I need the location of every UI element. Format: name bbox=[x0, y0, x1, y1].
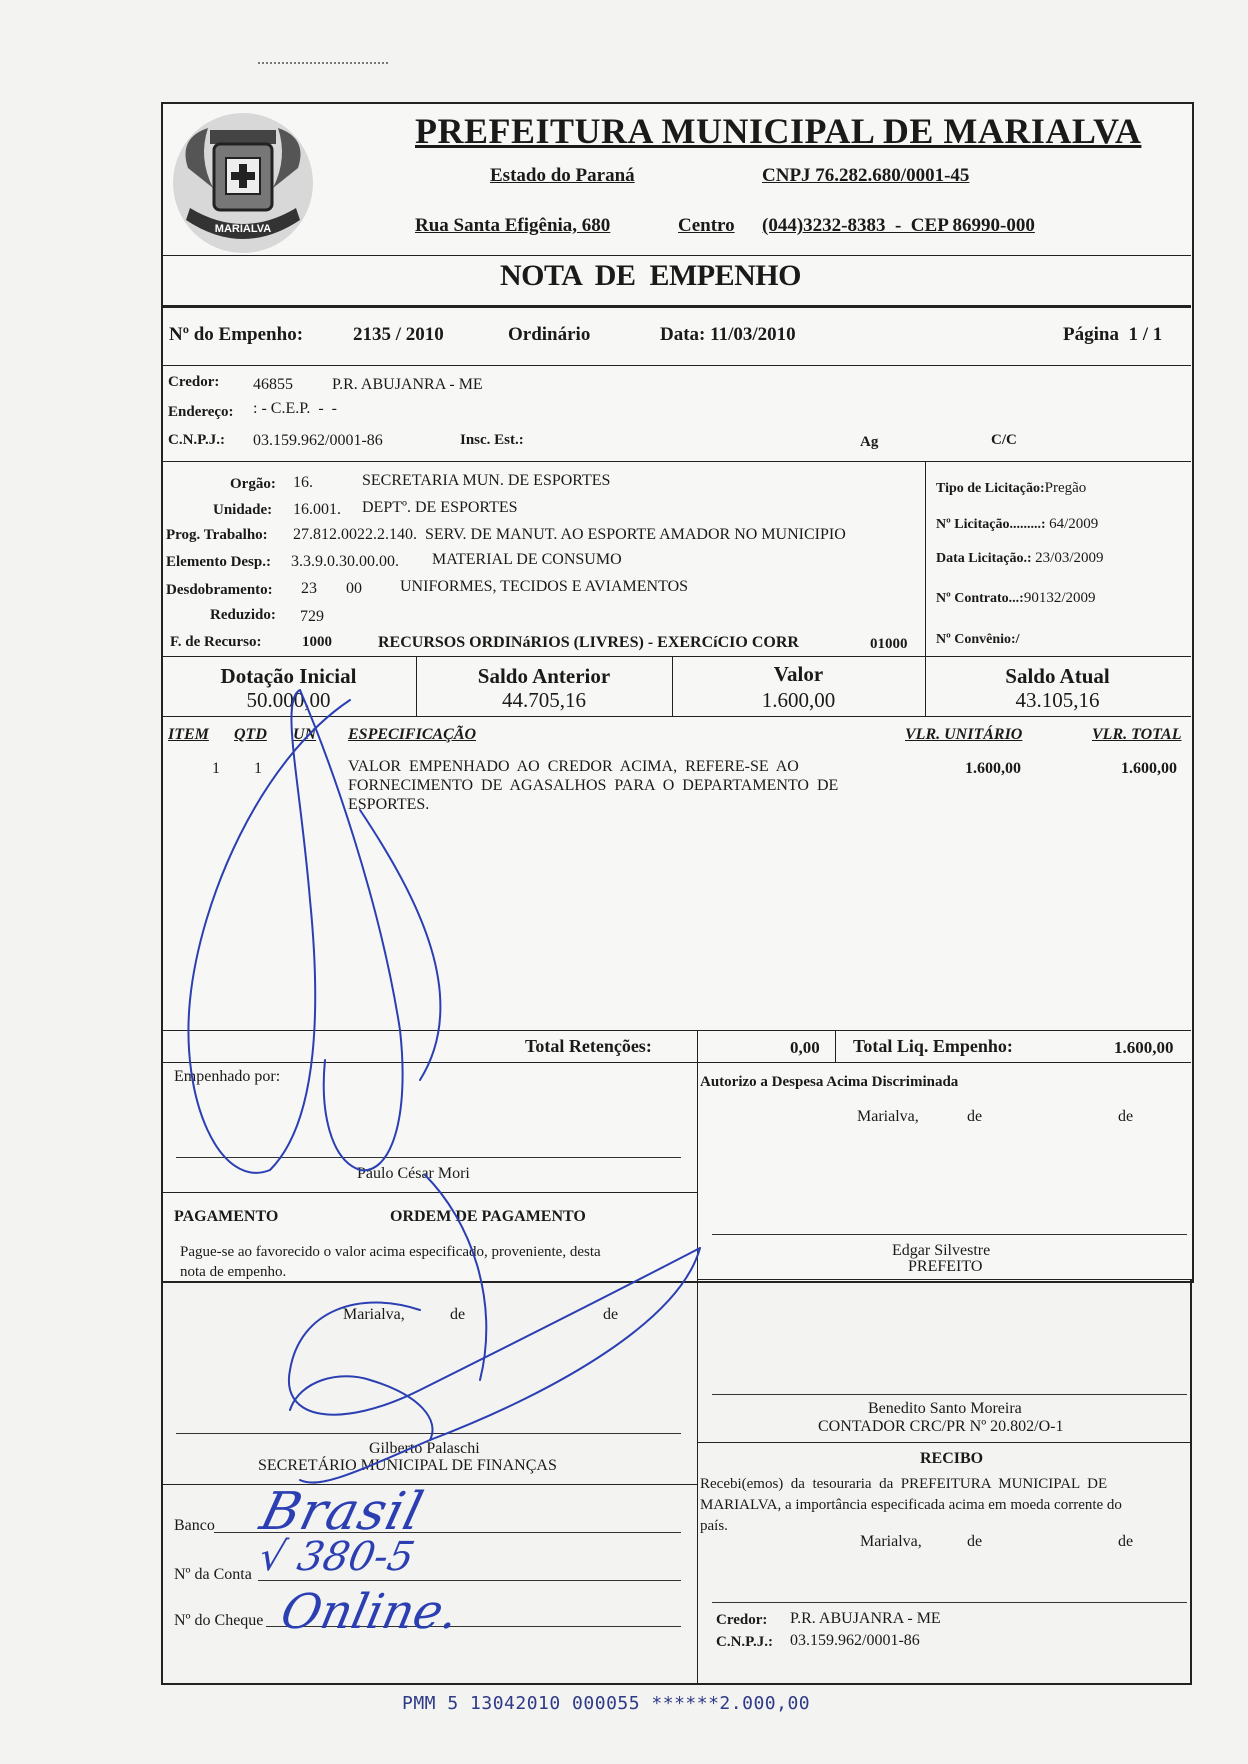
header-title: PREFEITURA MUNICIPAL DE MARIALVA bbox=[415, 111, 1142, 151]
header-cnpj: CNPJ 76.282.680/0001-45 bbox=[762, 165, 970, 186]
elemento-code: 3.3.9.0.30.00.00. bbox=[291, 553, 399, 570]
handwritten-banco: Brasil bbox=[254, 1482, 430, 1542]
divider bbox=[161, 1030, 1191, 1031]
total-liq-label: Total Liq. Empenho: bbox=[853, 1036, 1013, 1056]
header-state: Estado do Paraná bbox=[490, 165, 635, 186]
endereco-value: : - C.E.P. - - bbox=[253, 400, 337, 417]
cnpj-label: C.N.P.J.: bbox=[168, 432, 225, 448]
pagamento-city: Marialva, bbox=[343, 1306, 405, 1323]
prog-label: Prog. Trabalho: bbox=[166, 527, 268, 543]
conta-label: Nº da Conta bbox=[174, 1566, 252, 1583]
recurso-value: RECURSOS ORDINáRIOS (LIVRES) - EXERCíCIO CORR bbox=[378, 634, 799, 651]
signature-line bbox=[712, 1394, 1187, 1395]
autorizo-de1: de bbox=[967, 1108, 983, 1125]
empenho-label: Nº do Empenho: bbox=[169, 324, 304, 345]
pagamento-de2: de bbox=[603, 1306, 619, 1323]
reduzido-value: 729 bbox=[300, 608, 324, 625]
divider bbox=[697, 1279, 1190, 1280]
recibo-de2: de bbox=[1118, 1533, 1134, 1550]
item-spec-line1: VALOR EMPENHADO AO CREDOR ACIMA, REFERE-SE AO bbox=[348, 758, 799, 775]
header-district: Centro bbox=[678, 215, 735, 236]
retencoes-label: Total Retenções: bbox=[525, 1036, 652, 1056]
recibo-city: Marialva, bbox=[860, 1533, 922, 1550]
col-vlr-total: VLR. TOTAL bbox=[1092, 726, 1182, 743]
secretario-role: SECRETÁRIO MUNICIPAL DE FINANÇAS bbox=[258, 1457, 557, 1474]
empenho-number: 2135 / 2010 bbox=[353, 324, 444, 345]
divider bbox=[697, 1062, 698, 1279]
unidade-value: DEPTº. DE ESPORTES bbox=[362, 499, 518, 516]
valor-label: Valor bbox=[773, 662, 824, 686]
divider bbox=[835, 1030, 836, 1062]
unidade-code: 16.001. bbox=[293, 501, 341, 518]
insc-est-label: Insc. Est.: bbox=[460, 432, 524, 448]
scan-mark bbox=[258, 62, 388, 68]
coat-of-arms-logo bbox=[168, 108, 318, 258]
cnpj-value: 03.159.962/0001-86 bbox=[253, 432, 383, 449]
dotacao-value: 50.000,00 bbox=[246, 688, 331, 712]
dotacao-label: Dotação Inicial bbox=[220, 664, 357, 688]
divider bbox=[1190, 1279, 1192, 1484]
signature-line bbox=[176, 1157, 681, 1158]
divider bbox=[161, 461, 1191, 462]
autorizo-city: Marialva, bbox=[857, 1108, 919, 1125]
total-liq-value: 1.600,00 bbox=[1114, 1038, 1174, 1057]
prefeito-role: PREFEITO bbox=[908, 1258, 983, 1275]
signature-line bbox=[712, 1234, 1187, 1235]
recibo-cnpj: 03.159.962/0001-86 bbox=[790, 1632, 920, 1649]
endereco-label: Endereço: bbox=[168, 404, 234, 420]
col-spec: ESPECIFICAÇÃO bbox=[348, 726, 477, 743]
item-number: 1 bbox=[212, 760, 220, 777]
item-qtd: 1 bbox=[254, 760, 262, 777]
elemento-label: Elemento Desp.: bbox=[166, 554, 271, 570]
tipo-licitacao-label: Tipo de Licitação:Pregão bbox=[936, 480, 1087, 496]
orgao-value: SECRETARIA MUN. DE ESPORTES bbox=[362, 472, 611, 489]
divider bbox=[161, 656, 1191, 657]
recibo-cnpj-label: C.N.P.J.: bbox=[716, 1634, 773, 1650]
recibo-credor: P.R. ABUJANRA - ME bbox=[790, 1610, 941, 1627]
item-vlr-unit: 1.600,00 bbox=[965, 760, 1021, 777]
desdobramento-label: Desdobramento: bbox=[166, 582, 273, 598]
recibo-line3: país. bbox=[700, 1518, 728, 1534]
autorizo-de2: de bbox=[1118, 1108, 1134, 1125]
saldo-atual-label: Saldo Atual bbox=[1005, 664, 1110, 688]
num-convenio: Nº Convênio:/ bbox=[936, 632, 1020, 647]
divider bbox=[161, 1484, 163, 1684]
divider bbox=[161, 1279, 163, 1484]
page-indicator: Página 1 / 1 bbox=[1063, 324, 1163, 345]
divider bbox=[697, 1279, 698, 1484]
credor-code: 46855 bbox=[253, 376, 293, 393]
document-title: NOTA DE EMPENHO bbox=[500, 259, 801, 292]
signature-line bbox=[176, 1433, 681, 1434]
divider bbox=[161, 305, 1191, 308]
data-licitacao: Data Licitação.: 23/03/2009 bbox=[936, 550, 1104, 566]
contador-name: Benedito Santo Moreira bbox=[868, 1400, 1022, 1417]
secretario-name: Gilberto Palaschi bbox=[369, 1440, 480, 1457]
header-address: Rua Santa Efigênia, 680 bbox=[415, 215, 611, 236]
pagamento-de1: de bbox=[450, 1306, 466, 1323]
signature-line bbox=[712, 1602, 1187, 1603]
autorizo-label: Autorizo a Despesa Acima Discriminada bbox=[700, 1074, 959, 1090]
reduzido-label: Reduzido: bbox=[210, 607, 276, 623]
handwritten-conta: √ 380-5 bbox=[255, 1534, 419, 1580]
recurso-code: 1000 bbox=[302, 634, 332, 650]
item-spec-line2: FORNECIMENTO DE AGASALHOS PARA O DEPARTAMENTO DE bbox=[348, 777, 839, 794]
input-line bbox=[258, 1580, 681, 1581]
divider bbox=[697, 1484, 698, 1684]
pagamento-label: PAGAMENTO bbox=[174, 1208, 279, 1225]
divider bbox=[161, 365, 1191, 366]
divider bbox=[161, 1683, 1192, 1685]
col-vlr-unit: VLR. UNITÁRIO bbox=[905, 726, 1023, 743]
credor-name: P.R. ABUJANRA - ME bbox=[332, 376, 483, 393]
cc-label: C/C bbox=[991, 432, 1017, 448]
divider bbox=[1190, 1484, 1192, 1684]
recibo-de1: de bbox=[967, 1533, 983, 1550]
retencoes-value: 0,00 bbox=[790, 1038, 820, 1057]
ag-label: Ag bbox=[860, 434, 879, 450]
contador-role: CONTADOR CRC/PR Nº 20.802/O-1 bbox=[818, 1418, 1064, 1435]
saldo-anterior-label: Saldo Anterior bbox=[477, 664, 611, 688]
handwritten-cheque: Online. bbox=[276, 1584, 464, 1640]
item-spec-line3: ESPORTES. bbox=[348, 796, 430, 813]
desdobramento-sub: 00 bbox=[346, 580, 362, 597]
recibo-line1: Recebi(emos) da tesouraria da PREFEITURA MUNICIPAL DE bbox=[700, 1476, 1108, 1492]
desdobramento-code: 23 bbox=[301, 580, 317, 597]
divider bbox=[925, 461, 926, 656]
header-phone-cep: (044)3232-8383 - CEP 86990-000 bbox=[762, 215, 1035, 236]
item-vlr-total: 1.600,00 bbox=[1121, 760, 1177, 777]
prefeito-name: Edgar Silvestre bbox=[892, 1242, 991, 1259]
unidade-label: Unidade: bbox=[213, 502, 273, 518]
desdobramento-value: UNIFORMES, TECIDOS E AVIAMENTOS bbox=[400, 578, 689, 595]
orgao-label: Orgão: bbox=[230, 476, 276, 492]
pagamento-text-line1: Pague-se ao favorecido o valor acima especificado, proveniente, desta bbox=[180, 1244, 601, 1260]
credor-label: Credor: bbox=[168, 374, 220, 390]
prog-value: 27.812.0022.2.140. SERV. DE MANUT. AO ESPORTE AMADOR NO MUNICIPIO bbox=[293, 526, 846, 543]
num-contrato: Nº Contrato...:90132/2009 bbox=[936, 590, 1096, 606]
pagamento-text-line2: nota de empenho. bbox=[180, 1264, 287, 1280]
empenhado-label: Empenhado por: bbox=[174, 1068, 281, 1085]
recibo-credor-label: Credor: bbox=[716, 1612, 768, 1628]
divider bbox=[161, 1484, 698, 1485]
elemento-value: MATERIAL DE CONSUMO bbox=[432, 551, 622, 568]
divider bbox=[697, 1442, 1190, 1443]
recibo-line2: MARIALVA, a importância especificada acima em moeda corrente do bbox=[700, 1497, 1122, 1513]
divider bbox=[161, 255, 1191, 256]
empenho-date: Data: 11/03/2010 bbox=[660, 324, 796, 345]
svg-text:MARIALVA: MARIALVA bbox=[214, 223, 272, 235]
empenho-type: Ordinário bbox=[508, 324, 591, 345]
divider bbox=[161, 1192, 698, 1193]
valor-value: 1.600,00 bbox=[761, 688, 836, 712]
divider bbox=[161, 716, 1191, 717]
divider bbox=[697, 1030, 698, 1062]
cheque-label: Nº do Cheque bbox=[174, 1612, 264, 1629]
recurso-label: F. de Recurso: bbox=[170, 634, 262, 650]
footer-stamp: PMM 5 13042010 000055 ******2.000,00 bbox=[402, 1693, 811, 1714]
num-licitacao: Nº Licitação.........: 64/2009 bbox=[936, 516, 1099, 532]
banco-label: Banco bbox=[174, 1517, 215, 1534]
col-qtd: QTD bbox=[234, 726, 267, 743]
ordem-label: ORDEM DE PAGAMENTO bbox=[390, 1208, 586, 1225]
saldo-atual-value: 43.105,16 bbox=[1015, 688, 1100, 712]
recurso-num: 01000 bbox=[870, 636, 908, 652]
saldo-anterior-value: 44.705,16 bbox=[502, 688, 586, 712]
empenhado-name: Paulo César Mori bbox=[357, 1165, 470, 1182]
divider bbox=[161, 1062, 1191, 1063]
col-item: ITEM bbox=[168, 726, 209, 743]
orgao-code: 16. bbox=[293, 474, 313, 491]
col-un: UN bbox=[293, 726, 317, 743]
recibo-label: RECIBO bbox=[920, 1450, 984, 1467]
